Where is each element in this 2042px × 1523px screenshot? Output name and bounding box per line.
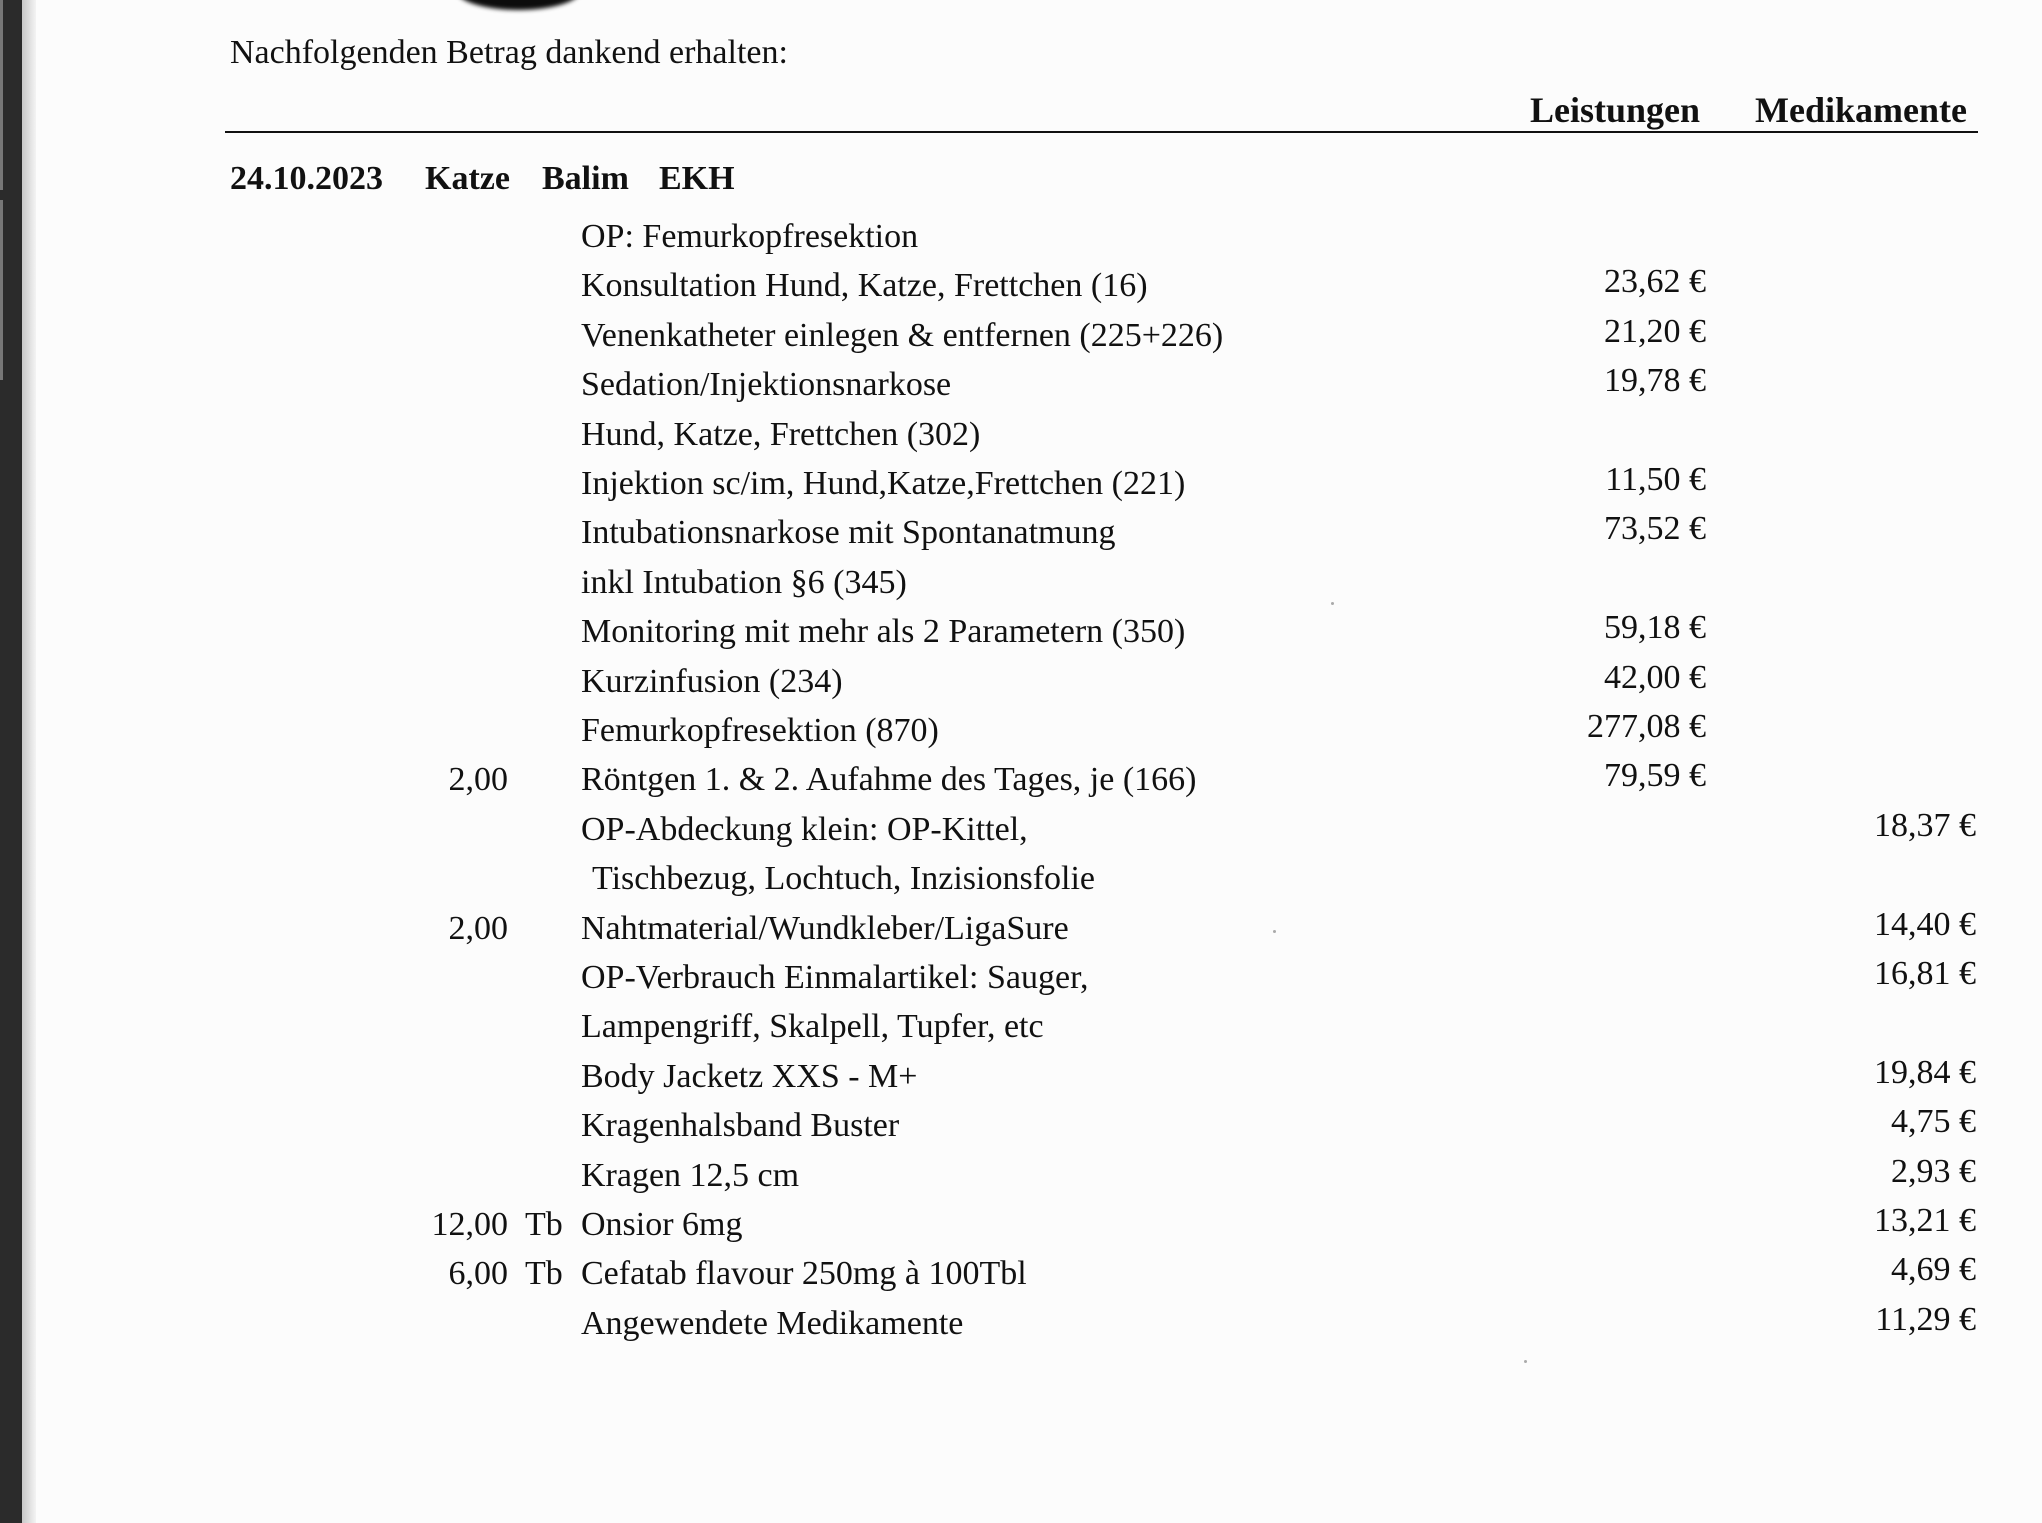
line-item-description: OP: Femurkopfresektion [581,218,919,255]
line-item-medikament-amount: 4,69 € [1891,1251,1976,1289]
line-item-unit: Tb [525,1255,563,1293]
line-item-description: Lampengriff, Skalpell, Tupfer, etc [581,1008,1044,1046]
line-item-description: Röntgen 1. & 2. Aufahme des Tages, je (166) [581,761,1197,799]
line-item-leistung-amount: 11,50 € [1605,461,1706,498]
line-item-description: Hund, Katze, Frettchen (302) [581,415,981,453]
line-item-row [36,312,2042,361]
line-item-row [36,213,2042,262]
line-item-description: OP-Verbrauch Einmalartikel: Sauger, [581,959,1089,996]
line-item-description: Body Jacketz XXS - M+ [581,1057,918,1095]
line-item-description: Konsultation Hund, Katze, Frettchen (16) [581,267,1148,305]
line-item-row [36,1201,2042,1250]
line-item-medikament-amount: 14,40 € [1874,905,1976,943]
line-item-leistung-amount: 21,20 € [1604,312,1706,350]
header-divider [225,131,1978,133]
viewer-edge-highlight [0,200,3,380]
redaction-mark [456,0,581,10]
line-item-unit: Tb [525,1206,563,1243]
line-item-quantity: 12,00 [431,1206,508,1243]
line-item-row [36,1300,2042,1349]
line-item-medikament-amount: 16,81 € [1874,955,1976,992]
line-item-row [36,954,2042,1003]
line-item-row [36,905,2042,954]
line-item-description: Angewendete Medikamente [581,1304,964,1342]
line-item-row [36,460,2042,509]
intro-text: Nachfolgenden Betrag dankend erhalten: [230,34,788,71]
line-item-description: Femurkopfresektion (870) [581,712,939,749]
line-item-row [36,1003,2042,1052]
pet-species: Katze [425,160,510,197]
line-item-medikament-amount: 4,75 € [1891,1103,1976,1141]
treatment-date: 24.10.2023 [230,160,383,197]
line-item-row [36,608,2042,657]
viewer-left-border [0,0,22,1523]
line-item-row [36,707,2042,756]
line-item-medikament-amount: 19,84 € [1874,1053,1976,1091]
line-item-row [36,262,2042,311]
line-item-row [36,855,2042,904]
line-item-row [36,806,2042,855]
line-item-quantity: 6,00 [448,1255,508,1293]
line-item-description: Nahtmaterial/Wundkleber/LigaSure [581,909,1069,947]
line-item-row [36,1102,2042,1151]
line-item-medikament-amount: 2,93 € [1891,1152,1976,1190]
line-item-row [36,509,2042,558]
column-header-medikamente: Medikamente [1755,90,1967,130]
pet-name: Balim [542,160,629,197]
line-item-medikament-amount: 11,29 € [1875,1300,1976,1338]
line-item-row [36,361,2042,410]
line-item-description: inkl Intubation §6 (345) [581,563,907,601]
line-item-leistung-amount: 59,18 € [1604,609,1706,647]
line-item-quantity: 2,00 [448,909,508,947]
line-item-row [36,756,2042,805]
line-item-quantity: 2,00 [448,761,508,799]
column-header-leistungen: Leistungen [1530,90,1701,130]
scan-speck [1524,1360,1527,1363]
page-edge-shadow [22,0,36,1523]
line-item-description: Cefatab flavour 250mg à 100Tbl [581,1255,1027,1293]
line-item-description: Onsior 6mg [581,1206,743,1243]
line-item-description: Injektion sc/im, Hund,Katze,Frettchen (221) [581,465,1186,502]
line-item-description: Intubationsnarkose mit Spontanatmung [581,514,1116,552]
document-page [36,0,2042,1523]
line-item-leistung-amount: 79,59 € [1604,757,1706,795]
line-item-description: Tischbezug, Lochtuch, Inzisionsfolie [592,860,1095,898]
line-item-row [36,1152,2042,1201]
line-item-description: Sedation/Injektionsnarkose [581,366,952,404]
line-item-leistung-amount: 42,00 € [1604,658,1706,696]
line-item-row [36,658,2042,707]
line-item-row [36,559,2042,608]
line-item-leistung-amount: 23,62 € [1604,263,1706,301]
line-item-description: Kragen 12,5 cm [581,1156,800,1194]
line-item-row [36,411,2042,460]
line-item-description: Kurzinfusion (234) [581,662,843,700]
line-item-row [36,1250,2042,1299]
line-item-leistung-amount: 73,52 € [1604,510,1706,548]
line-item-row [36,1053,2042,1102]
line-item-description: Kragenhalsband Buster [581,1107,900,1145]
line-item-description: OP-Abdeckung klein: OP-Kittel, [581,810,1028,848]
line-item-description: Venenkatheter einlegen & entfernen (225+226) [581,316,1224,354]
line-item-description: Monitoring mit mehr als 2 Parametern (350) [581,613,1186,651]
line-item-medikament-amount: 18,37 € [1874,806,1976,844]
line-item-medikament-amount: 13,21 € [1874,1202,1976,1239]
viewer-edge-highlight [0,0,3,190]
line-item-leistung-amount: 277,08 € [1587,708,1706,745]
line-item-leistung-amount: 19,78 € [1604,362,1706,400]
pet-breed: EKH [659,160,735,197]
